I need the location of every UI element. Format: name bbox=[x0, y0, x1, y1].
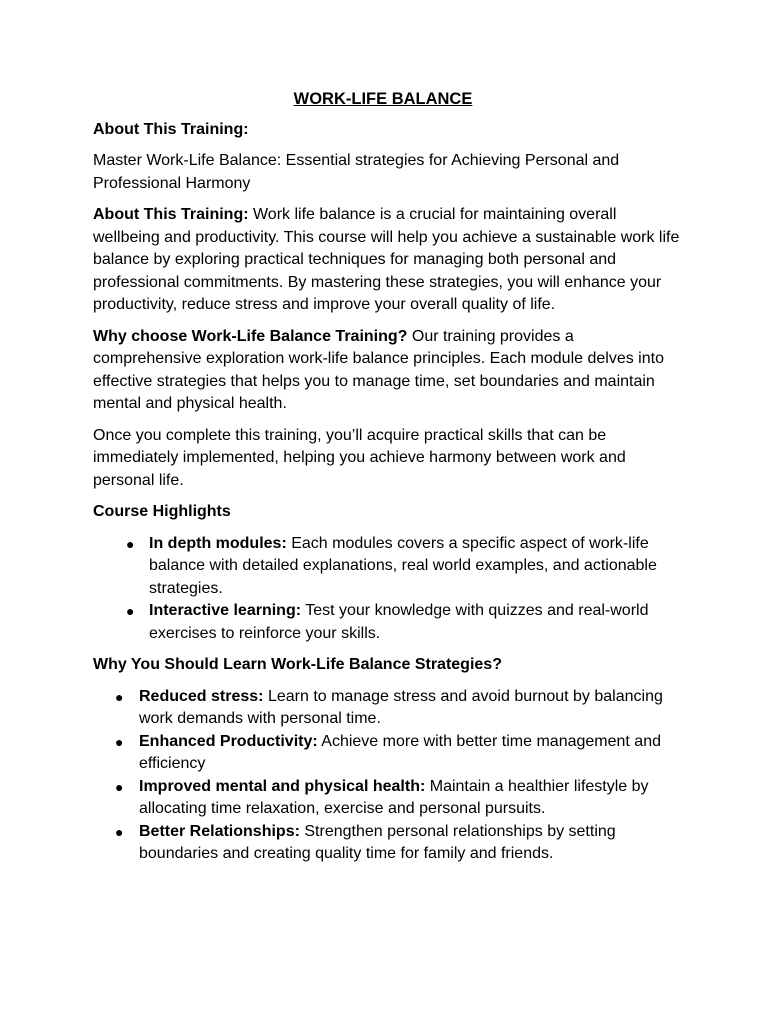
why-choose-label: Why choose Work-Life Balance Training? bbox=[93, 327, 408, 345]
bullet-icon: ● bbox=[115, 823, 124, 840]
list-item bbox=[93, 821, 683, 866]
highlights-heading: Course Highlights bbox=[93, 503, 231, 520]
why-choose-text: Our training provides a comprehensive exploration work-life balance principles. Each module delves into effective strategies that helps you to manage time, set boundaries and maintain mental and physical health. bbox=[93, 327, 664, 412]
bullet-icon: ● bbox=[126, 603, 135, 619]
highlight-text: Each modules covers a specific aspect of work-life balance with detailed explanations, real world examples, and actionable strategies. bbox=[149, 534, 657, 597]
why-choose-paragraph bbox=[93, 326, 683, 416]
list-item bbox=[93, 776, 683, 821]
highlights-list bbox=[93, 533, 683, 646]
list-item bbox=[93, 686, 683, 731]
list-item bbox=[93, 731, 683, 776]
completion-paragraph: Once you complete this training, you’ll acquire practical skills that can be immediately implemented, helping you achieve harmony between work and personal life. bbox=[93, 426, 626, 489]
about-heading: About This Training: bbox=[93, 120, 249, 138]
reason-text: Achieve more with better time management and efficiency bbox=[139, 732, 661, 772]
list-item bbox=[93, 600, 683, 645]
highlight-text: Test your knowledge with quizzes and real-world exercises to reinforce your skills. bbox=[149, 602, 649, 642]
reason-label: Reduced stress: bbox=[139, 687, 264, 705]
reasons-heading: Why You Should Learn Work-Life Balance Strategies? bbox=[93, 656, 502, 673]
reason-label: Enhanced Productivity: bbox=[139, 732, 318, 750]
highlight-label: In depth modules: bbox=[149, 534, 287, 552]
reasons-list bbox=[93, 686, 683, 866]
reason-text: Learn to manage stress and avoid burnout by balancing work demands with personal time. bbox=[139, 687, 663, 727]
list-item bbox=[93, 533, 683, 601]
about-text: Work life balance is a crucial for maintaining overall wellbeing and productivity. This course will help you achieve a sustainable work life balance by exploring practical techniques for managing both personal and professional commitments. By mastering these strategies, you will enhance your productivity, reduce stress and improve your overall quality of life. bbox=[93, 206, 680, 313]
document-title: WORK-LIFE BALANCE bbox=[293, 90, 473, 108]
bullet-icon: ● bbox=[115, 733, 124, 750]
bullet-icon: ● bbox=[115, 688, 124, 705]
bullet-icon: ● bbox=[115, 778, 124, 795]
bullet-icon: ● bbox=[126, 535, 135, 552]
about-label: About This Training: bbox=[93, 206, 249, 223]
reason-text: Strengthen personal relationships by setting boundaries and creating quality time for family and friends. bbox=[139, 822, 616, 862]
subtitle: Master Work-Life Balance: Essential strategies for Achieving Personal and Professional Harmony bbox=[93, 152, 620, 192]
reason-label: Improved mental and physical health: bbox=[139, 777, 426, 795]
about-paragraph bbox=[93, 204, 683, 317]
document-page bbox=[93, 88, 683, 875]
reason-label: Better Relationships: bbox=[139, 822, 300, 840]
highlight-label: Interactive learning: bbox=[149, 602, 302, 619]
reason-text: Maintain a healthier lifestyle by allocating time relaxation, exercise and personal pursuits. bbox=[139, 777, 649, 817]
